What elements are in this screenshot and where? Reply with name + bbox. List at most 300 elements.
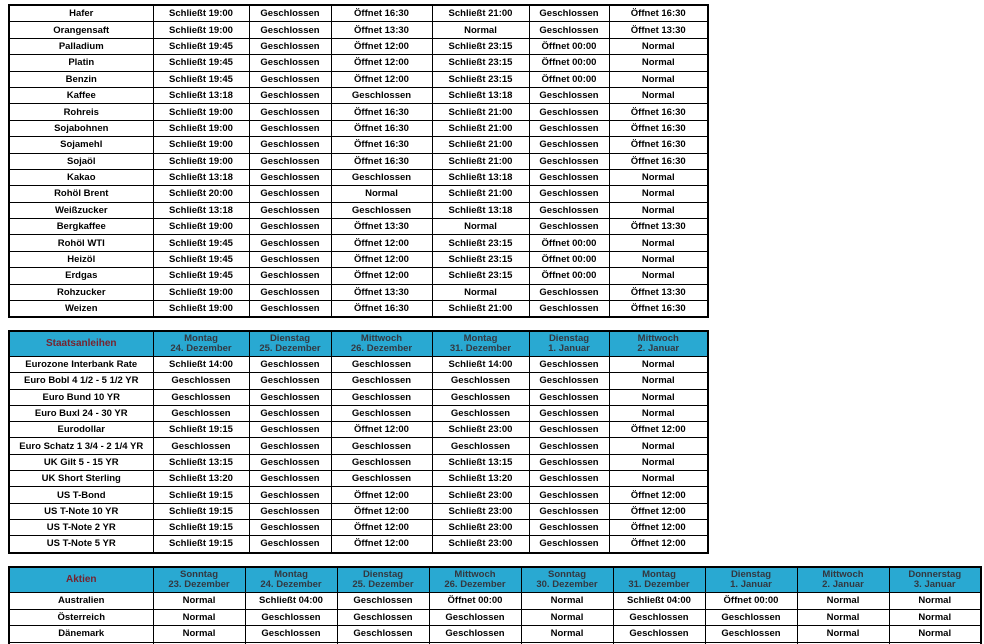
row-label: US T-Bond [9,487,153,503]
status-cell: Geschlossen [249,519,331,535]
status-cell: Schließt 04:00 [245,593,337,610]
status-cell: Geschlossen [705,609,797,626]
status-cell: Geschlossen [153,389,249,405]
row-label: Bergkaffee [9,219,153,235]
status-cell: Schließt 13:18 [432,87,529,103]
status-cell: Schließt 23:15 [432,38,529,54]
status-cell: Schließt 19:15 [153,487,249,503]
status-cell: Normal [331,186,432,202]
status-cell: Geschlossen [249,471,331,487]
status-cell: Öffnet 00:00 [705,593,797,610]
day-name: Mittwoch [822,568,864,580]
status-cell: Öffnet 13:30 [609,284,708,300]
table-row [9,202,708,218]
row-label: Eurozone Interbank Rate [9,357,153,373]
status-cell: Öffnet 13:30 [609,22,708,38]
status-cell: Schließt 19:15 [153,503,249,519]
status-cell: Geschlossen [529,5,609,22]
table-title: Aktien [9,567,153,593]
row-label: Kaffee [9,87,153,103]
status-cell: Schließt 19:00 [153,219,249,235]
status-cell: Geschlossen [331,373,432,389]
day-date: 24. Dezember [260,579,322,590]
status-cell: Geschlossen [249,284,331,300]
row-label: Dänemark [9,626,153,643]
status-cell: Geschlossen [529,202,609,218]
day-date: 31. Dezember [449,343,512,354]
day-name: Montag [274,568,308,580]
status-cell: Geschlossen [249,454,331,470]
status-cell: Öffnet 16:30 [609,153,708,169]
status-cell: Geschlossen [432,373,529,389]
status-cell: Schließt 23:15 [432,55,529,71]
day-header [705,567,797,593]
status-cell: Geschlossen [331,169,432,185]
row-label: Australien [9,593,153,610]
status-cell: Geschlossen [705,626,797,643]
status-cell: Schließt 21:00 [432,120,529,136]
status-cell: Geschlossen [153,438,249,454]
row-label: Eurodollar [9,422,153,438]
stocks-table [8,566,982,644]
status-cell: Öffnet 12:00 [331,38,432,54]
row-label: Sojabohnen [9,120,153,136]
day-header [609,331,708,357]
status-cell: Öffnet 13:30 [331,22,432,38]
table-row [9,71,708,87]
table-row [9,120,708,136]
status-cell: Schließt 21:00 [432,104,529,120]
row-label: Euro Bund 10 YR [9,389,153,405]
table-row [9,301,708,318]
status-cell: Geschlossen [529,357,609,373]
status-cell: Normal [797,609,889,626]
status-cell: Geschlossen [529,519,609,535]
status-cell: Geschlossen [249,137,331,153]
status-cell: Schließt 13:20 [432,471,529,487]
status-cell: Öffnet 00:00 [529,38,609,54]
day-date: 1. Januar [548,343,590,354]
status-cell: Öffnet 16:30 [331,120,432,136]
status-cell: Geschlossen [529,169,609,185]
status-cell: Schließt 19:45 [153,268,249,284]
day-name: Dienstag [362,568,404,580]
table-row [9,87,708,103]
status-cell: Geschlossen [249,268,331,284]
header-row [9,331,708,357]
status-cell: Geschlossen [331,471,432,487]
status-cell: Geschlossen [249,5,331,22]
day-date: 25. Dezember [259,343,321,354]
status-cell: Geschlossen [529,120,609,136]
status-cell: Geschlossen [337,593,429,610]
status-cell: Öffnet 13:30 [331,219,432,235]
status-cell: Normal [609,438,708,454]
table-row [9,251,708,267]
status-cell: Geschlossen [529,22,609,38]
day-date: 2. Januar [822,579,864,590]
table-row [9,357,708,373]
status-cell: Schließt 13:18 [153,87,249,103]
status-cell: Geschlossen [249,438,331,454]
status-cell: Geschlossen [249,219,331,235]
status-cell: Normal [609,186,708,202]
day-name: Sonntag [180,568,218,580]
row-label: Weizen [9,301,153,318]
day-date: 3. Januar [913,579,956,590]
status-cell: Schließt 04:00 [613,593,705,610]
day-name: Montag [184,332,218,344]
status-cell: Geschlossen [529,422,609,438]
status-cell: Schließt 14:00 [153,357,249,373]
status-cell: Geschlossen [249,503,331,519]
status-cell: Öffnet 12:00 [609,503,708,519]
status-cell: Geschlossen [613,626,705,643]
day-header [889,567,981,593]
day-header [797,567,889,593]
status-cell: Geschlossen [331,438,432,454]
status-cell: Geschlossen [337,626,429,643]
status-cell: Schließt 23:15 [432,251,529,267]
status-cell: Normal [889,626,981,643]
day-date: 31. Dezember [628,579,690,590]
status-cell: Schließt 23:15 [432,268,529,284]
row-label: Orangensaft [9,22,153,38]
status-cell: Geschlossen [153,373,249,389]
status-cell: Geschlossen [249,186,331,202]
day-name: Dienstag [730,568,772,580]
status-cell: Schließt 13:15 [432,454,529,470]
status-cell: Geschlossen [249,389,331,405]
status-cell: Normal [609,235,708,251]
row-label: UK Gilt 5 - 15 YR [9,454,153,470]
status-cell: Geschlossen [337,609,429,626]
row-label: Palladium [9,38,153,54]
status-cell: Geschlossen [529,536,609,553]
status-cell: Öffnet 12:00 [331,235,432,251]
table-row [9,609,981,626]
row-label: US T-Note 2 YR [9,519,153,535]
status-cell: Geschlossen [249,71,331,87]
status-cell: Normal [609,471,708,487]
row-label: Benzin [9,71,153,87]
status-cell: Normal [609,71,708,87]
status-cell: Normal [609,55,708,71]
status-cell: Geschlossen [529,405,609,421]
day-header [521,567,613,593]
day-date: 25. Dezember [352,579,414,590]
day-header [153,331,249,357]
status-cell: Schließt 19:15 [153,519,249,535]
table-row [9,153,708,169]
status-cell: Geschlossen [331,357,432,373]
status-cell: Geschlossen [331,405,432,421]
status-cell: Öffnet 12:00 [331,503,432,519]
status-cell: Geschlossen [331,454,432,470]
status-cell: Geschlossen [529,454,609,470]
status-cell: Normal [609,268,708,284]
status-cell: Schließt 19:00 [153,153,249,169]
row-label: Hafer [9,5,153,22]
status-cell: Öffnet 16:30 [609,301,708,318]
row-label: Rohreis [9,104,153,120]
status-cell: Geschlossen [249,251,331,267]
status-cell: Normal [153,609,245,626]
status-cell: Geschlossen [529,284,609,300]
day-date: 24. Dezember [170,343,232,354]
table-row [9,422,708,438]
status-cell: Geschlossen [249,153,331,169]
table-row [9,268,708,284]
status-cell: Geschlossen [249,235,331,251]
table-row [9,219,708,235]
row-label: Erdgas [9,268,153,284]
status-cell: Öffnet 12:00 [331,251,432,267]
table-row [9,626,981,643]
status-cell: Schließt 13:15 [153,454,249,470]
table-row [9,487,708,503]
status-cell: Öffnet 16:30 [609,5,708,22]
status-cell: Geschlossen [529,137,609,153]
day-header [245,567,337,593]
row-label: Euro Buxl 24 - 30 YR [9,405,153,421]
status-cell: Öffnet 12:00 [331,422,432,438]
status-cell: Geschlossen [432,438,529,454]
status-cell: Schließt 13:20 [153,471,249,487]
status-cell: Normal [153,593,245,610]
row-label: Rohöl Brent [9,186,153,202]
day-header [153,567,245,593]
table-row [9,5,708,22]
status-cell: Schließt 23:15 [432,71,529,87]
status-cell: Geschlossen [249,55,331,71]
status-cell: Schließt 13:18 [432,169,529,185]
status-cell: Öffnet 00:00 [529,55,609,71]
row-label: Kakao [9,169,153,185]
status-cell: Normal [797,626,889,643]
status-cell: Geschlossen [249,536,331,553]
status-cell: Schließt 19:15 [153,536,249,553]
table-row [9,22,708,38]
status-cell: Geschlossen [245,626,337,643]
status-cell: Normal [432,284,529,300]
status-cell: Geschlossen [249,422,331,438]
row-label: Sojaöl [9,153,153,169]
status-cell: Schließt 19:00 [153,137,249,153]
status-cell: Schließt 19:00 [153,5,249,22]
status-cell: Normal [797,593,889,610]
day-header [331,331,432,357]
row-label: Euro Schatz 1 3/4 - 2 1/4 YR [9,438,153,454]
status-cell: Schließt 19:00 [153,120,249,136]
day-date: 2. Januar [637,343,680,354]
status-cell: Schließt 19:15 [153,422,249,438]
row-label: UK Short Sterling [9,471,153,487]
status-cell: Geschlossen [529,503,609,519]
table-row [9,536,708,553]
table-row [9,284,708,300]
status-cell: Geschlossen [153,405,249,421]
row-label: Rohöl WTI [9,235,153,251]
table-row [9,454,708,470]
status-cell: Normal [889,609,981,626]
status-cell: Normal [153,626,245,643]
status-cell: Schließt 19:45 [153,251,249,267]
status-cell: Schließt 19:00 [153,104,249,120]
table-row [9,373,708,389]
status-cell: Geschlossen [529,487,609,503]
day-date: 23. Dezember [168,579,230,590]
table-row [9,438,708,454]
status-cell: Schließt 20:00 [153,186,249,202]
status-cell: Geschlossen [249,357,331,373]
status-cell: Öffnet 12:00 [331,519,432,535]
status-cell: Geschlossen [331,389,432,405]
status-cell: Geschlossen [249,38,331,54]
status-cell: Öffnet 00:00 [529,251,609,267]
row-label: Rohzucker [9,284,153,300]
status-cell: Normal [609,202,708,218]
row-label: Platin [9,55,153,71]
day-name: Montag [463,332,498,344]
status-cell: Normal [521,609,613,626]
status-cell: Schließt 19:45 [153,38,249,54]
status-cell: Normal [609,357,708,373]
status-cell: Geschlossen [249,301,331,318]
day-header [432,331,529,357]
row-label: Weißzucker [9,202,153,218]
status-cell: Geschlossen [432,405,529,421]
row-label: US T-Note 5 YR [9,536,153,553]
status-cell: Schließt 23:15 [432,235,529,251]
status-cell: Schließt 14:00 [432,357,529,373]
status-cell: Geschlossen [429,626,521,643]
table-row [9,389,708,405]
status-cell: Normal [521,593,613,610]
bonds-table [8,330,709,554]
day-name: Sonntag [548,568,586,580]
status-cell: Normal [609,405,708,421]
row-label: Euro Bobl 4 1/2 - 5 1/2 YR [9,373,153,389]
status-cell: Schließt 23:00 [432,422,529,438]
status-cell: Schließt 19:45 [153,235,249,251]
status-cell: Normal [889,593,981,610]
day-name: Dienstag [548,332,590,344]
status-cell: Normal [609,87,708,103]
status-cell: Geschlossen [249,87,331,103]
status-cell: Geschlossen [245,609,337,626]
day-header [429,567,521,593]
status-cell: Geschlossen [613,609,705,626]
row-label: US T-Note 10 YR [9,503,153,519]
status-cell: Normal [432,22,529,38]
status-cell: Öffnet 13:30 [331,284,432,300]
status-cell: Geschlossen [529,219,609,235]
table-row [9,405,708,421]
status-cell: Schließt 19:45 [153,71,249,87]
status-cell: Schließt 19:45 [153,55,249,71]
table-row [9,38,708,54]
status-cell: Normal [609,251,708,267]
status-cell: Schließt 13:18 [153,169,249,185]
status-cell: Geschlossen [331,202,432,218]
day-date: 30. Dezember [536,579,598,590]
day-name: Montag [642,568,676,580]
status-cell: Geschlossen [529,87,609,103]
status-cell: Geschlossen [249,104,331,120]
status-cell: Normal [432,219,529,235]
status-cell: Öffnet 16:30 [609,104,708,120]
status-cell: Öffnet 12:00 [609,422,708,438]
status-cell: Schließt 21:00 [432,301,529,318]
status-cell: Geschlossen [249,405,331,421]
status-cell: Normal [609,169,708,185]
status-cell: Schließt 13:18 [153,202,249,218]
status-cell: Öffnet 16:30 [331,153,432,169]
status-cell: Geschlossen [249,169,331,185]
header-row [9,567,981,593]
status-cell: Geschlossen [249,22,331,38]
table-row [9,235,708,251]
status-cell: Öffnet 12:00 [331,71,432,87]
status-cell: Geschlossen [529,373,609,389]
status-cell: Öffnet 00:00 [529,235,609,251]
status-cell: Öffnet 16:30 [331,301,432,318]
day-name: Mittwoch [637,332,679,344]
status-cell: Öffnet 12:00 [609,487,708,503]
status-cell: Normal [609,389,708,405]
status-cell: Geschlossen [249,373,331,389]
status-cell: Geschlossen [529,153,609,169]
status-cell: Geschlossen [331,87,432,103]
status-cell: Geschlossen [529,186,609,202]
table-row [9,137,708,153]
day-date: 26. Dezember [444,579,506,590]
day-header [529,331,609,357]
status-cell: Schließt 19:00 [153,22,249,38]
row-label: Österreich [9,609,153,626]
status-cell: Normal [609,38,708,54]
status-cell: Normal [609,454,708,470]
day-header [249,331,331,357]
status-cell: Schließt 21:00 [432,5,529,22]
status-cell: Schließt 21:00 [432,137,529,153]
status-cell: Schließt 19:00 [153,284,249,300]
status-cell: Öffnet 12:00 [609,536,708,553]
table-row [9,104,708,120]
status-cell: Öffnet 00:00 [529,268,609,284]
status-cell: Normal [521,626,613,643]
day-name: Dienstag [269,332,311,344]
status-cell: Schließt 19:00 [153,301,249,318]
status-cell: Öffnet 12:00 [331,536,432,553]
status-cell: Öffnet 13:30 [609,219,708,235]
table-row [9,519,708,535]
status-cell: Schließt 23:00 [432,536,529,553]
day-name: Donnerstag [908,568,962,580]
status-cell: Öffnet 16:30 [331,5,432,22]
status-cell: Öffnet 16:30 [331,137,432,153]
status-cell: Öffnet 16:30 [609,137,708,153]
status-cell: Öffnet 12:00 [609,519,708,535]
commodities-table [8,4,709,318]
status-cell: Geschlossen [432,389,529,405]
status-cell: Geschlossen [249,487,331,503]
table-row [9,503,708,519]
table-row [9,169,708,185]
day-name: Mittwoch [454,568,496,580]
status-cell: Öffnet 16:30 [331,104,432,120]
